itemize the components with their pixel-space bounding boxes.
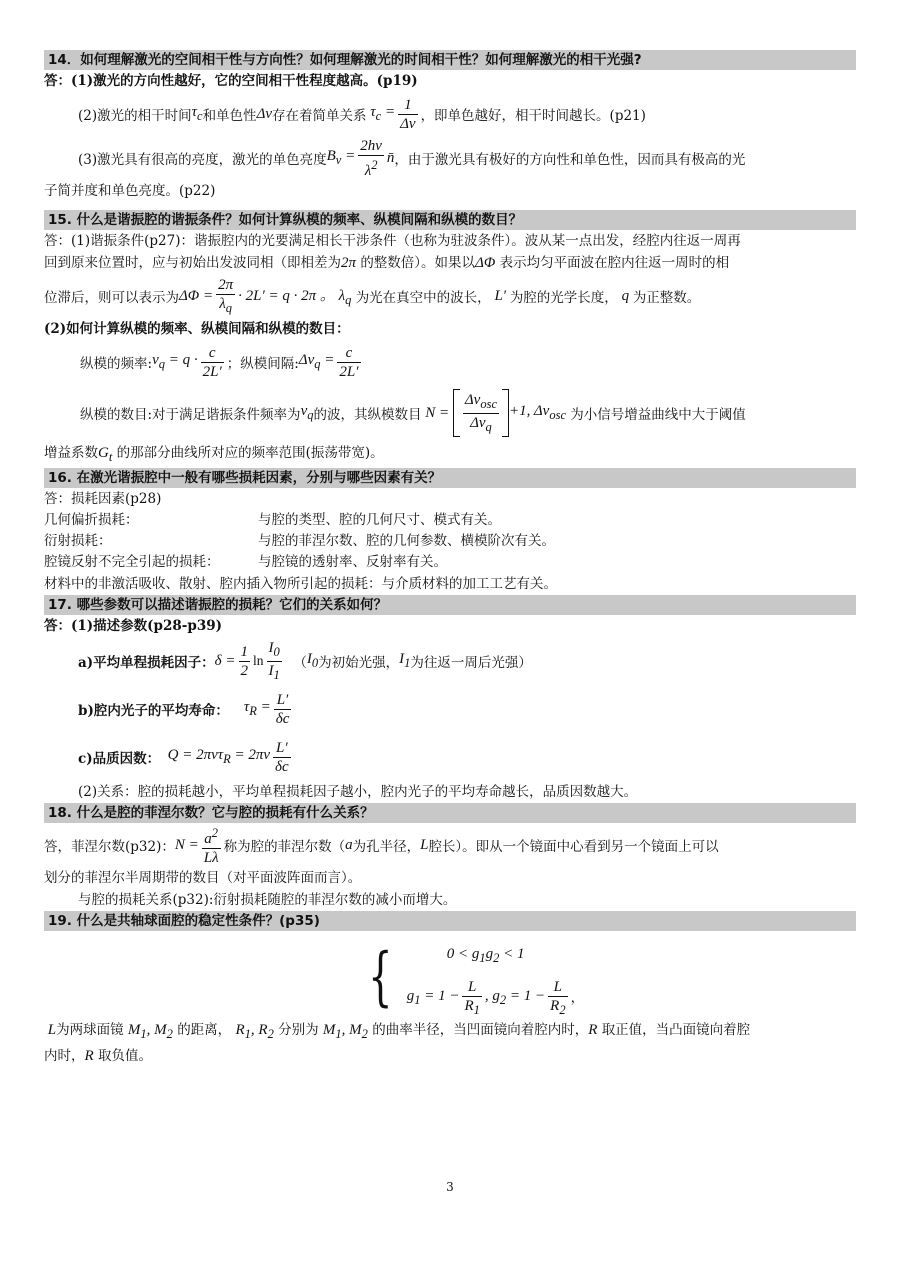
mode-count-floor-bracket: $\frac{\Delta\nu_{osc}}{\Delta\nu_q}$	[453, 389, 509, 437]
q16-answer: 答：损耗因素(p28)	[44, 491, 162, 507]
q18-heading: 18. 什么是腔的菲涅尔数？它与腔的损耗有什么关系？	[44, 803, 856, 823]
brightness-fraction: $\frac{2h\nu}{\lambda^2}$	[360, 137, 382, 179]
lifetime-fraction: $\frac{L'}{\delta c}$	[275, 691, 290, 727]
intensity-ratio-fraction: $\frac{I_0}{I_1}$	[268, 639, 280, 682]
q15-heading: 15. 什么是谐振腔的谐振条件？如何计算纵模的频率、纵模间隔和纵模的数目？	[44, 210, 856, 230]
q14-answer-3-cont: 子简并度和单色亮度。(p22)	[44, 183, 216, 199]
q15-answer-line-1: 答：(1)谐振条件(p27)：谐振腔内的光要满足相长干涉条件（也称为驻波条件）。波从某一点出发，经腔内往返一周再	[44, 233, 741, 249]
q17-answer-1: 答：(1)描述参数(p28-p39)	[44, 618, 222, 634]
q17-photon-lifetime-row: b)腔内光子的平均寿命： $\tau_R$ = $\frac{L'}{\delta c}$	[78, 691, 290, 727]
q14-answer-2: (2)激光的相干时间 $\tau_c$ 和单色性 Δν 存在着简单关系 $\tau_c$ = $\frac{1}{\Delta\nu}$ ，即单色越好，相干时间越长。(p21)	[78, 96, 646, 132]
quality-fraction: $\frac{L'}{\delta c}$	[275, 739, 289, 775]
fresnel-fraction: $\frac{a^2}{L\lambda}$	[203, 825, 219, 866]
left-brace: {	[368, 940, 393, 1014]
q14-answer-1: 答：(1)激光的方向性越好，它的空间相干性程度越高。(p19)	[44, 73, 418, 89]
q16-heading: 16. 在激光谐振腔中一般有哪些损耗因素，分别与哪些因素有关？	[44, 468, 856, 488]
q17-heading: 17. 哪些参数可以描述谐振腔的损耗？它们的关系如何？	[44, 595, 856, 615]
stability-condition-system: { $0 < g_1g_2 < 1$ $g_1 = 1$ − $\frac{L}{R_1}$ , $g_2 = 1$ − $\frac{L}{R_2}$ ，	[368, 940, 585, 1017]
loss-row-last: 材料中的非激活吸收、散射、腔内插入物所引起的损耗：与介质材料的加工工艺有关。	[44, 576, 557, 592]
half-fraction: $\frac{1}{2}$	[240, 643, 248, 679]
q17-quality-factor-row: c)品质因数： Q = 2πντ$_R$ = 2πν $\frac{L'}{\delta c}$	[78, 739, 289, 775]
q17-relation: (2)关系：腔的损耗越小，平均单程损耗因子越小，腔内光子的平均寿命越长，品质因数越大。	[78, 784, 638, 800]
q15-mode-count-row: 纵模的数目:对于满足谐振条件频率为 $\nu_q$ 的波，其纵模数目 N = $\frac{\Delta\nu_{osc}}{\Delta\nu_q}$ +1, $\Delta\nu_{osc}$ 为小信号增益曲线中大于阈值	[44, 384, 856, 442]
loss-row: 腔镜反射不完全引起的损耗： 与腔镜的透射率、反射率有关。	[44, 554, 447, 570]
q18-answer-line-2: 划分的菲涅尔半周期带的数目（对平面波阵面而言）。	[44, 870, 362, 886]
q15-mode-count-cont: 增益系数$G_t$ 的那部分曲线所对应的频率范围(振荡带宽)。	[44, 445, 384, 464]
q18-answer-line-1: 答，菲涅尔数(p32)： N = $\frac{a^2}{L\lambda}$ 称为腔的菲涅尔数（ a 为孔半径， L 腔长）。即从一个镜面中心看到另一个镜面上可以	[44, 825, 719, 866]
q15-answer-2-title: (2)如何计算纵模的频率、纵模间隔和纵模的数目：	[44, 321, 350, 337]
loss-row: 衍射损耗： 与腔的菲涅尔数、腔的几何参数、横模阶次有关。	[44, 533, 555, 549]
q19-heading: 19. 什么是共轴球面腔的稳定性条件？(p35)	[44, 911, 856, 931]
coherence-time-fraction: $\frac{1}{\Delta\nu}$	[400, 96, 416, 132]
phase-fraction: $\frac{2\pi}{\lambda_q}$	[218, 276, 234, 315]
q15-mode-frequency-row: 纵模的频率: $\nu_q = q$ · $\frac{c}{2L'}$ ；纵模间隔: $\Delta\nu_q$ = $\frac{c}{2L'}$	[80, 344, 359, 380]
q15-answer-line-2: 回到原来位置时，应与初始出发波同相（即相差为2π 的整数倍）。如果以ΔΦ 表示均匀平面波在腔内往返一周时的相	[44, 255, 730, 271]
mode-spacing-fraction: $\frac{c}{2L'}$	[339, 344, 359, 380]
q17-average-loss-row: a)平均单程损耗因子： δ = $\frac{1}{2}$ ln $\frac{I_0}{I_1}$ （ $I_0$ 为初始光强， $I_1$ 为往返一周后光强）	[78, 639, 532, 682]
q19-explanation-line-1: L为两球面镜 $M_1$, $M_2$ 的距离， $R_1$, $R_2$ 分别为 $M_1$, $M_2$ 的曲率半径，当凹面镜向着腔内时，R 取正值，当凸面镜向着腔	[44, 1022, 751, 1041]
page-number: 3	[446, 1180, 454, 1194]
q15-answer-line-3: 位滞后，则可以表示为 ΔΦ = $\frac{2\pi}{\lambda_q}$ · 2L′ = q · 2π 。 $\lambda_q$ 为光在真空中的波长， L′ 为腔的光学长度， q 为正整数。	[44, 276, 701, 315]
q18-answer-line-3: 与腔的损耗关系(p32):衍射损耗随腔的菲涅尔数的减小而增大。	[78, 892, 457, 908]
loss-factor-table	[44, 510, 555, 573]
document-page	[44, 50, 856, 1067]
mode-frequency-fraction: $\frac{c}{2L'}$	[202, 344, 222, 380]
loss-row: 几何偏折损耗： 与腔的类型、腔的几何尺寸、模式有关。	[44, 512, 501, 528]
q14-heading: 14．如何理解激光的空间相干性与方向性？如何理解激光的时间相干性？如何理解激光的相干光强?	[44, 50, 856, 70]
q14-answer-3: (3)激光具有很高的亮度，激光的单色亮度 $B_\nu$ = $\frac{2h\nu}{\lambda^2}$ n̄ ，由于激光具有极好的方向性和单色性，因而具有极高的光	[78, 137, 746, 179]
q19-explanation-line-2: 内时，R 取负值。	[44, 1048, 152, 1064]
